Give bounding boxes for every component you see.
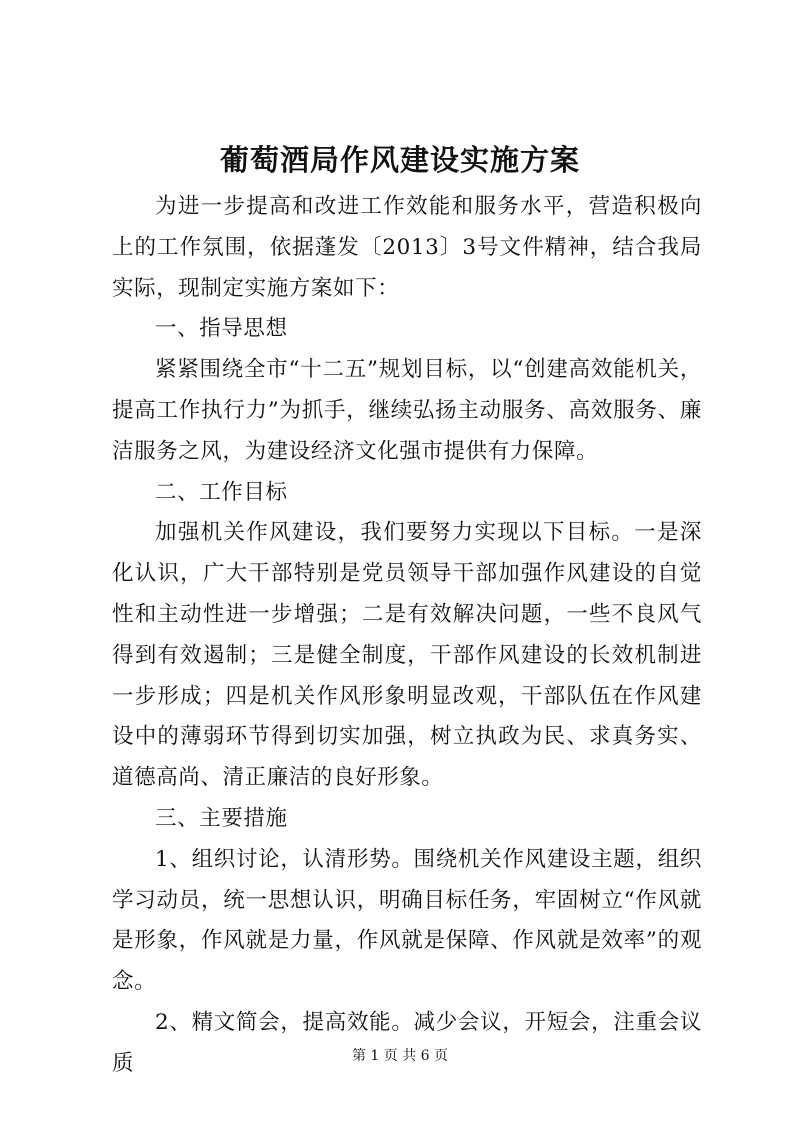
work-goals-paragraph: 加强机关作风建设，我们要努力实现以下目标。一是深化认识，广大干部特别是党员领导干部加强作风建设的自觉性和主动性进一步增强；二是有效解决问题，一些不良风气得到有效遏制；三是健全制度，干部作风建设的长效机制进一步形成；四是机关作风形象明显改观，干部队伍在作风建设中的薄弱环节得到切实加强，树立执政为民、求真务实、道德高尚、清正廉洁的良好形象。 <box>112 520 702 791</box>
measure-2-paragraph: 2、精文简会，提高效能。减少会议，开短会，注重会议质 <box>112 1009 702 1076</box>
section-heading-main-measures: 三、主要措施 <box>155 805 288 831</box>
document-title: 葡萄酒局作风建设实施方案 <box>219 143 580 177</box>
measure-1-paragraph: 1、组织讨论，认清形势。围绕机关作风建设主题，组织学习动员，统一思想认识，明确目标任务，牢固树立“作风就是形象，作风就是力量，作风就是保障、作风就是效率”的观念。 <box>112 846 702 995</box>
section-heading-guiding-ideology: 一、指导思想 <box>155 316 288 342</box>
page-number-footer: 第 1 页 共 6 页 <box>351 1048 449 1064</box>
guiding-ideology-paragraph: 紧紧围绕全市“十二五”规划目标，以“创建高效能机关，提高工作执行力”为抓手，继续弘扬主动服务、高效服务、廉洁服务之风，为建设经济文化强市提供有力保障。 <box>112 357 702 464</box>
intro-paragraph: 为进一步提高和改进工作效能和服务水平，营造积极向上的工作氛围，依据蓬发〔2013〕3号文件精神，结合我局实际，现制定实施方案如下： <box>112 194 702 301</box>
document-body <box>112 187 702 1085</box>
section-heading-work-goals: 二、工作目标 <box>155 479 288 505</box>
